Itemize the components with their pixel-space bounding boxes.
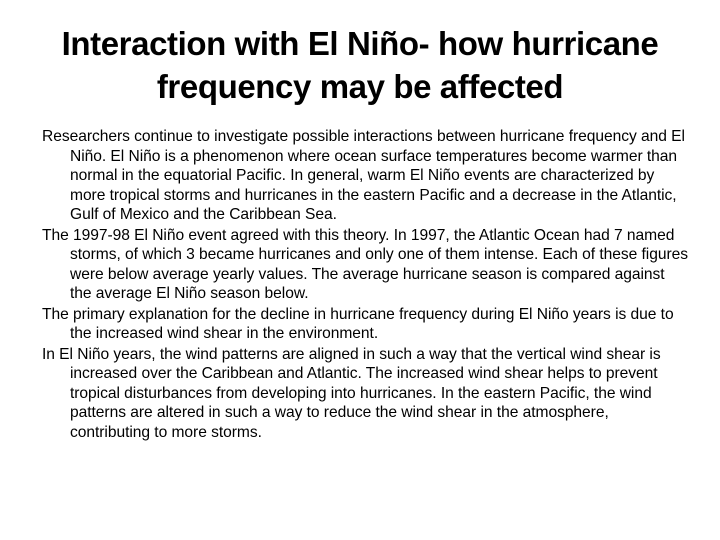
- paragraph-wind-shear: In El Niño years, the wind patterns are aligned in such a way that the vertical wind shear is increased over the Caribbean and Atlantic. The increased wind shear helps to prevent tropical disturbances from developing into hurricanes. In the eastern Pacific, the wind patterns are altered in such a way to reduce the wind shear in the atmosphere, contributing to more storms.: [42, 345, 661, 441]
- slide-title: Interaction with El Niño- how hurricane frequency may be affected: [61, 25, 659, 105]
- slide-body: [42, 127, 690, 443]
- paragraph-1997-event: The 1997-98 El Niño event agreed with this theory. In 1997, the Atlantic Ocean had 7 named storms, of which 3 became hurricanes and only one of them intense. Each of these figures were below average yearly values. The average hurricane season is compared against the average El Niño season below.: [42, 226, 688, 302]
- paragraph-primary-explanation: The primary explanation for the decline in hurricane frequency during El Niño years is due to the increased wind shear in the environment.: [42, 305, 674, 342]
- paragraph-hurricane-interactions: Researchers continue to investigate possible interactions between hurricane frequency and El Niño. El Niño is a phenomenon where ocean surface temperatures become warmer than normal in the equatorial Pacific. In general, warm El Niño events are characterized by more tropical storms and hurricanes in the eastern Pacific and a decrease in the Atlantic, Gulf of Mexico and the Caribbean Sea.: [42, 128, 685, 223]
